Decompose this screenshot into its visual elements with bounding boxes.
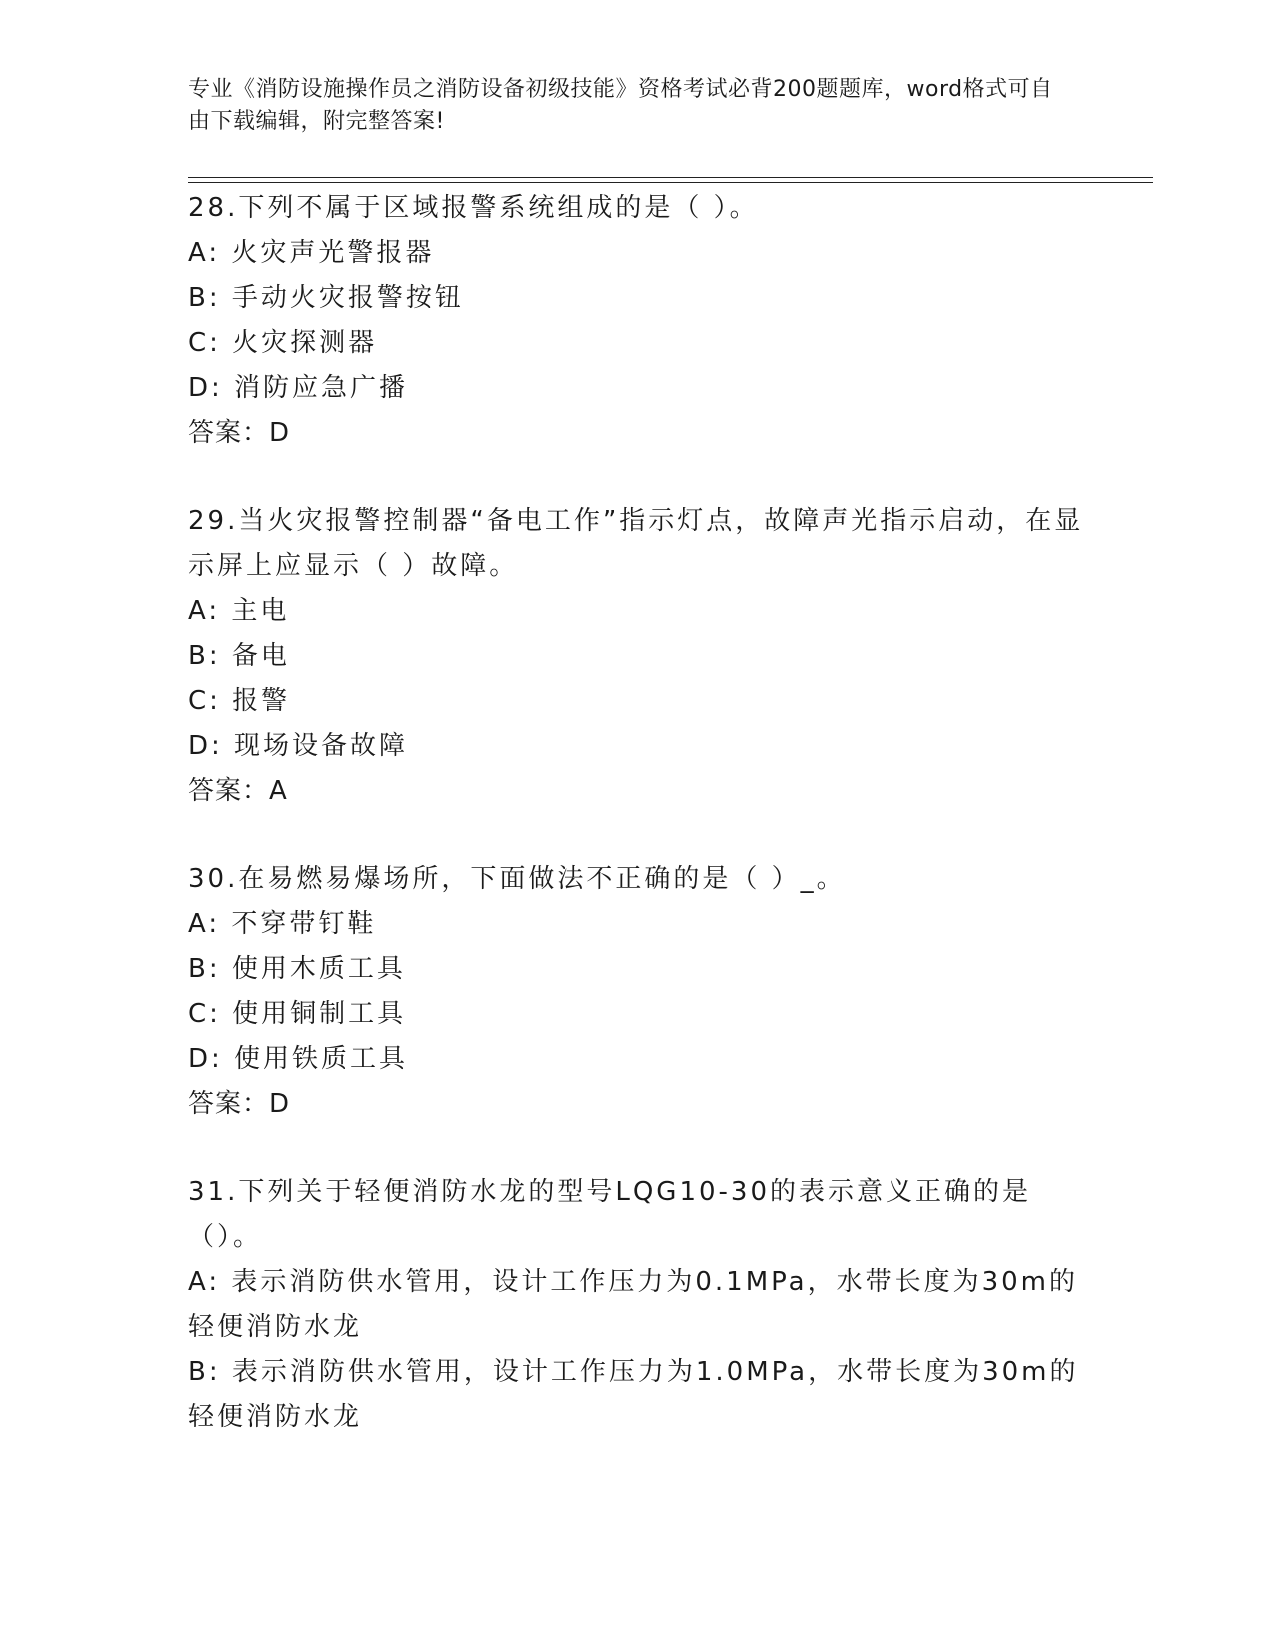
option-c: C: 使用铜制工具 [188, 999, 407, 1029]
answer-line: 答案：D [188, 1089, 291, 1119]
option-a: A: 火灾声光警报器 [188, 238, 435, 268]
option-d: D: 使用铁质工具 [188, 1044, 409, 1074]
header-divider-top [188, 177, 1153, 178]
header-divider-bottom [188, 182, 1153, 183]
option-c: C: 报警 [188, 686, 291, 716]
option-a: A: 主电 [188, 596, 290, 626]
question-stem: 31.下列关于轻便消防水龙的型号LQG10-30的表示意义正确的是（）。 [188, 1177, 1031, 1252]
answer-line: 答案：D [188, 418, 291, 448]
question-stem: 28.下列不属于区域报警系统组成的是（ ）。 [188, 193, 759, 223]
option-b: B: 手动火灾报警按钮 [188, 283, 464, 313]
option-c: C: 火灾探测器 [188, 328, 378, 358]
option-b: B: 备电 [188, 641, 290, 671]
answer-line: 答案：A [188, 776, 288, 806]
question-29 [188, 499, 1088, 814]
option-d: D: 消防应急广播 [188, 373, 409, 403]
document-header: 专业《消防设施操作员之消防设备初级技能》资格考试必背200题题库，word格式可自由下载编辑，附完整答案! [188, 77, 1053, 134]
question-31 [188, 1170, 1088, 1440]
question-list [188, 186, 1088, 1483]
option-b: B: 表示消防供水管用，设计工作压力为1.0MPa，水带长度为30m的轻便消防水龙 [188, 1357, 1079, 1432]
question-stem: 29.当火灾报警控制器“备电工作”指示灯点，故障声光指示启动，在显示屏上应显示（ ）故障。 [188, 506, 1084, 581]
option-b: B: 使用木质工具 [188, 954, 406, 984]
question-28 [188, 186, 1088, 456]
option-a: A: 表示消防供水管用，设计工作压力为0.1MPa，水带长度为30m的轻便消防水龙 [188, 1267, 1078, 1342]
option-a: A: 不穿带钉鞋 [188, 909, 377, 939]
question-stem: 30.在易燃易爆场所，下面做法不正确的是（ ）_。 [188, 864, 846, 894]
question-30 [188, 857, 1088, 1127]
option-d: D: 现场设备故障 [188, 731, 409, 761]
